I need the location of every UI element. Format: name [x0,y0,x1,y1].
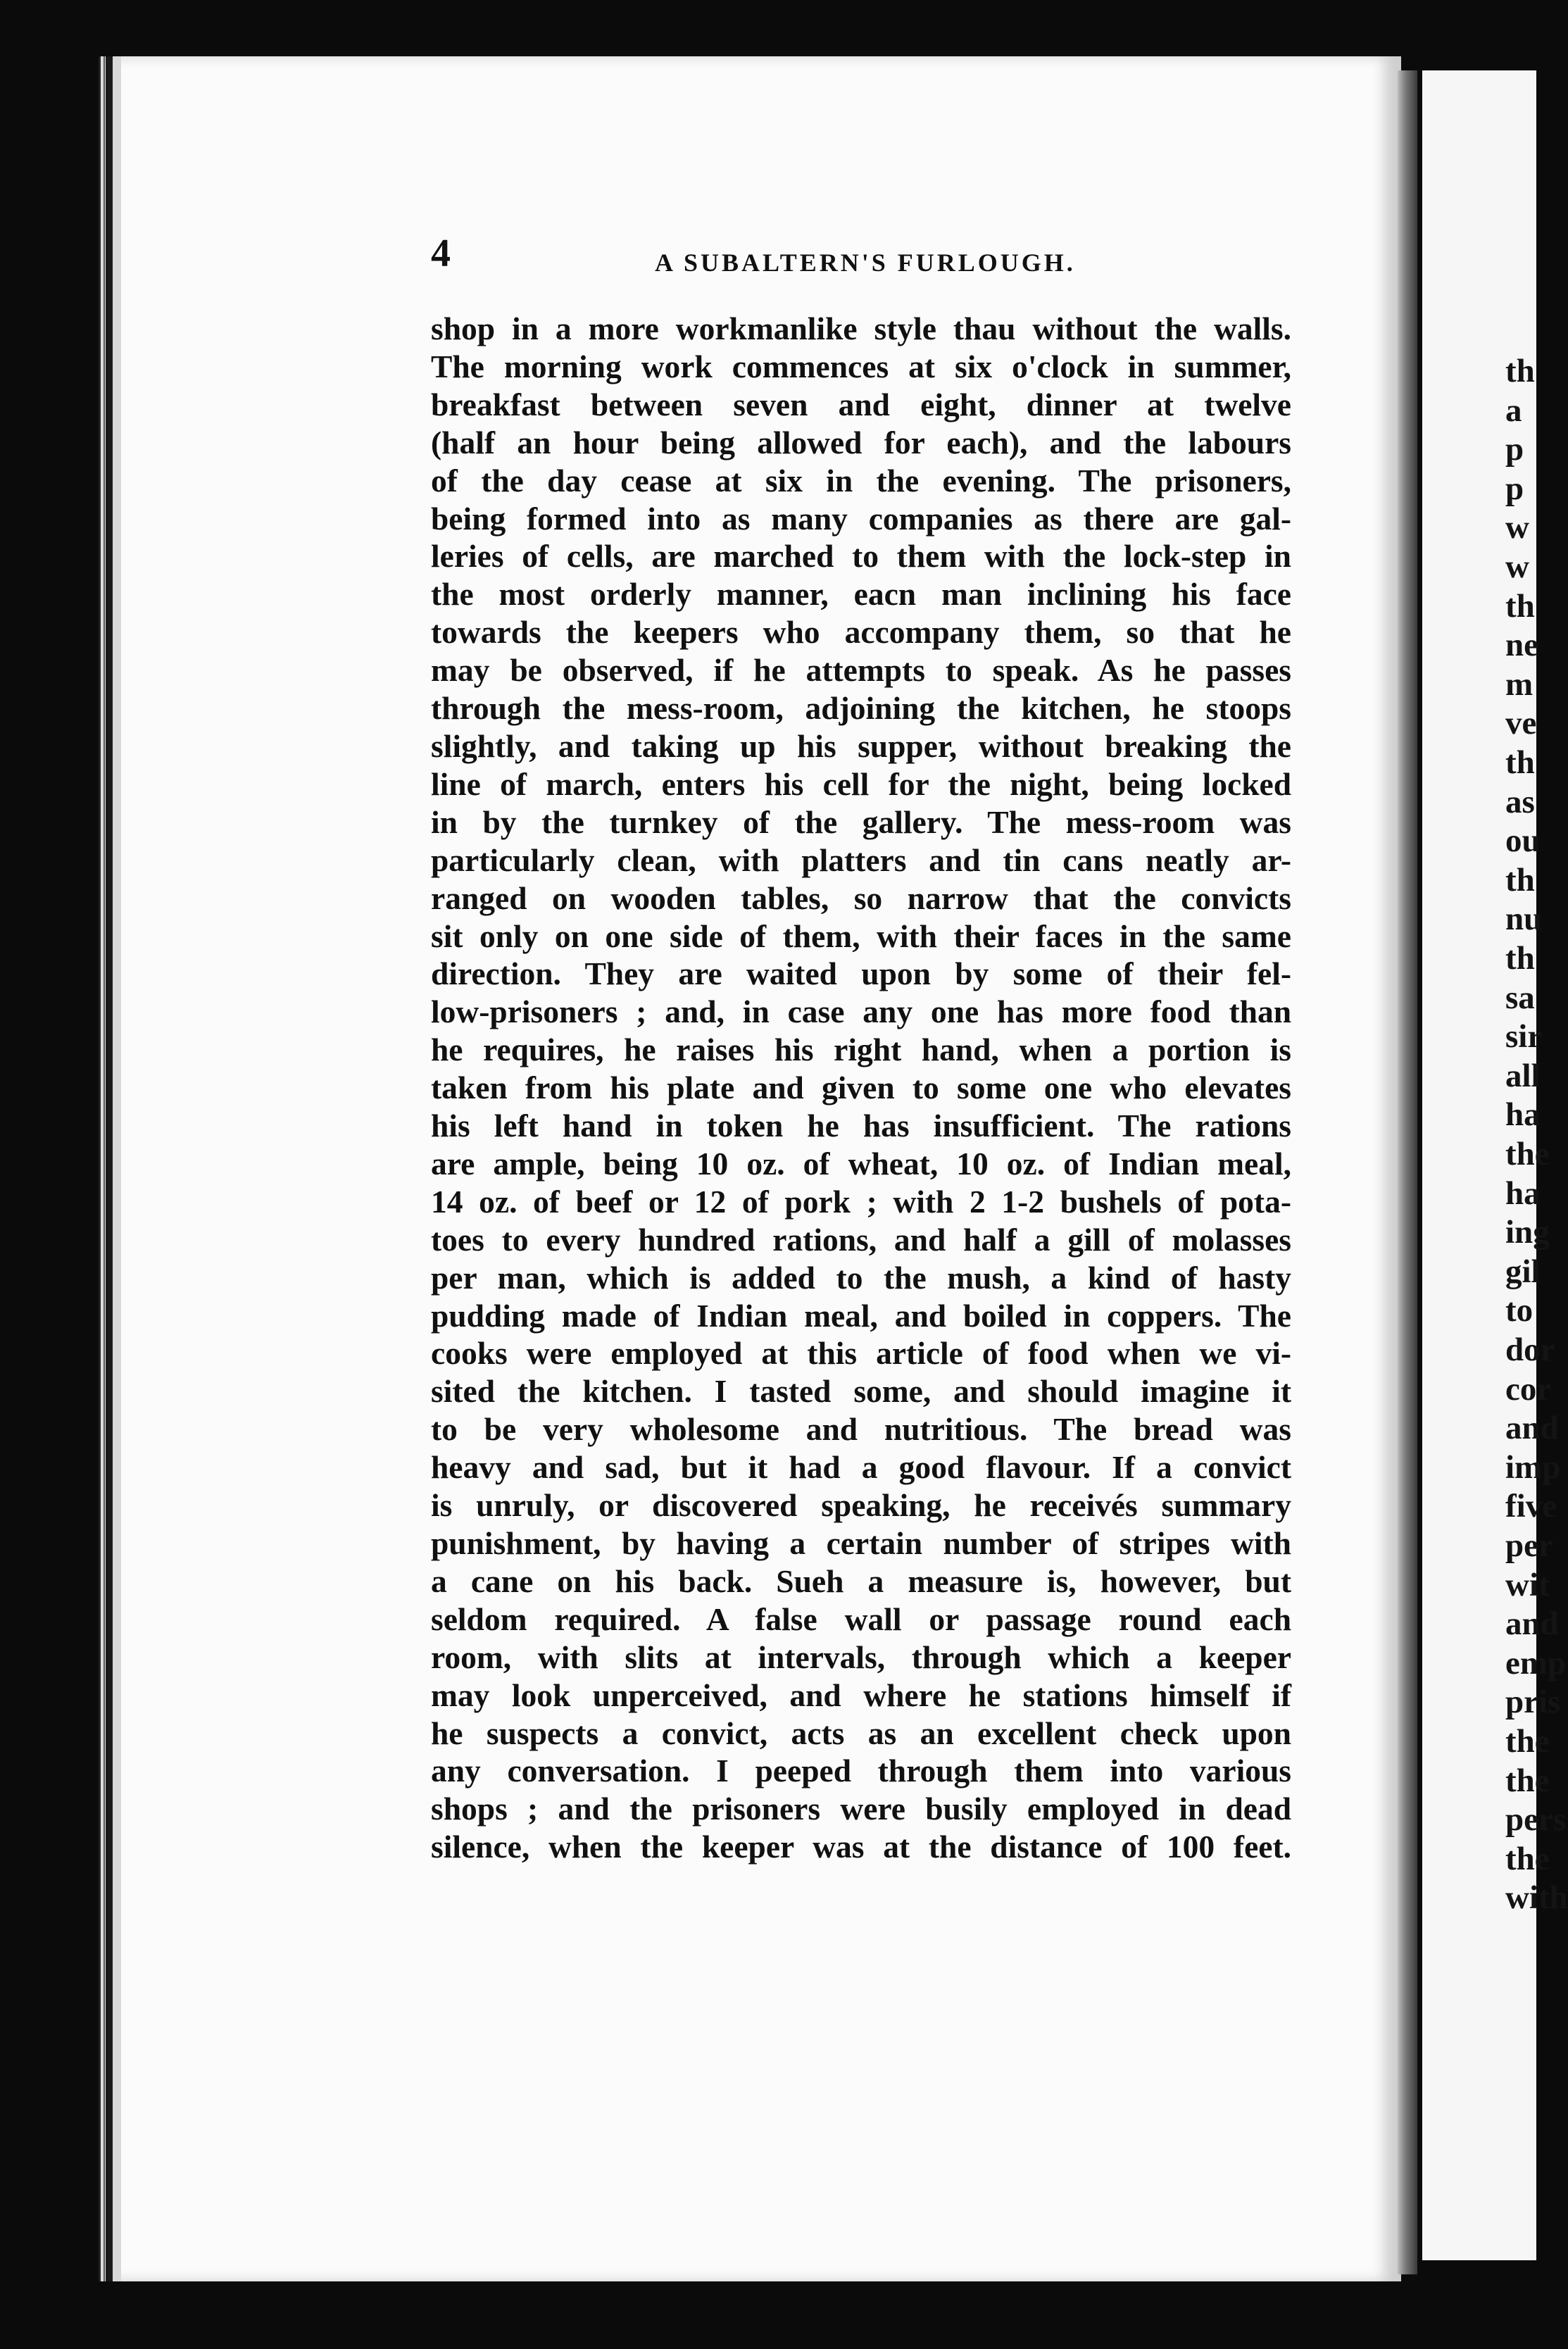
gutter-shadow [1398,70,1417,2274]
text-line: being formed into as many companies as there are gal- [431,500,1291,537]
adjacent-page-line-fragment: and [1505,1605,1559,1643]
text-line: leries of cells, are marched to them with the lock-step in [431,538,1291,575]
text-line: he requires, he raises his right hand, when a portion is [431,1032,1291,1068]
adjacent-page-line-fragment: gil [1505,1253,1541,1290]
adjacent-page-line-fragment: w [1505,549,1529,585]
text-line: cooks were employed at this article of food when we vi- [431,1335,1291,1372]
text-line: slightly, and taking up his supper, without breaking the [431,727,1291,764]
text-line: in by the turnkey of the gallery. The mess-room was [431,803,1291,840]
text-line: shops ; and the prisoners were busily employed in dead [431,1791,1291,1827]
adjacent-page-line-fragment: wit [1505,1566,1550,1603]
adjacent-page-line-fragment: the [1505,1762,1550,1799]
text-line: he suspects a convict, acts as an excellent check upon [431,1715,1291,1751]
adjacent-page-line-fragment: nu [1505,901,1543,938]
adjacent-page-line-fragment: dor [1505,1332,1555,1368]
adjacent-page-line-fragment: th [1505,587,1535,625]
adjacent-page-line-fragment: ha [1505,1096,1541,1134]
adjacent-page-line-fragment: p [1505,431,1524,468]
adjacent-page-line-fragment: th [1505,744,1535,781]
adjacent-page-fragment [1422,70,1568,2260]
text-line: through the mess-room, adjoining the kitchen, he stoops [431,690,1291,727]
running-head: A SUBALTERN'S FURLOUGH. [655,249,1076,277]
text-line: a cane on his back. Sueh a measure is, however, but [431,1562,1291,1599]
text-line: ranged on wooden tables, so narrow that the convicts [431,879,1291,916]
adjacent-page-line-fragment: pers [1505,1801,1567,1839]
text-line: The morning work commences at six o'clock in summer, [431,348,1291,384]
text-line: toes to every hundred rations, and half a gill of molasses [431,1221,1291,1258]
text-line: line of march, enters his cell for the night, being locked [431,765,1291,802]
text-line: particularly clean, with platters and tin cans neatly ar- [431,841,1291,878]
adjacent-page-line-fragment: ou [1505,822,1541,860]
adjacent-page-line-fragment: five [1505,1488,1557,1525]
adjacent-page-line-fragment: th [1505,861,1535,898]
text-line: low-prisoners ; and, in case any one has more food than [431,994,1291,1030]
text-line: are ample, being 10 oz. of wheat, 10 oz. of Indian meal, [431,1145,1291,1182]
adjacent-page-line-fragment: ing [1505,1214,1550,1251]
adjacent-page-line-fragment: imp [1505,1448,1561,1486]
adjacent-page-line-fragment: w [1505,509,1529,546]
text-line: seldom required. A false wall or passage round each [431,1601,1291,1637]
text-line: breakfast between seven and eight, dinner at twelve [431,386,1291,422]
adjacent-page-line-fragment: cor [1505,1370,1552,1408]
adjacent-page-line-fragment: as [1505,783,1535,820]
adjacent-page-line-fragment: a [1505,392,1522,429]
adjacent-page-line-fragment: ha [1505,1174,1541,1212]
adjacent-page-line-fragment: the [1505,1840,1550,1877]
text-line: per man, which is added to the mush, a kind of hasty [431,1259,1291,1296]
adjacent-page-line-fragment: m [1505,665,1533,703]
text-line: pudding made of Indian meal, and boiled in coppers. The [431,1297,1291,1334]
text-line: of the day cease at six in the evening. The prisoners, [431,462,1291,499]
adjacent-page-line-fragment: with [1505,1879,1568,1917]
page-number: 4 [431,232,451,275]
adjacent-page-line-fragment: the [1505,1723,1550,1760]
text-line: any conversation. I peeped through them into various [431,1753,1291,1789]
text-line: silence, when the keeper was at the distance of 100 feet. [431,1829,1291,1865]
text-line: room, with slits at intervals, through which a keeper [431,1639,1291,1675]
adjacent-page-line-fragment: sir [1505,1018,1543,1056]
text-line: sit only on one side of them, with their faces in the same [431,917,1291,954]
body-text [431,310,1291,1866]
text-line: his left hand in token he has insufficient. The rations [431,1108,1291,1144]
adjacent-page-line-fragment: ve [1505,705,1537,742]
adjacent-page-line-fragment: the [1505,1136,1550,1172]
text-line: taken from his plate and given to some one who elevates [431,1070,1291,1106]
adjacent-page-line-fragment: all [1505,1057,1541,1094]
text-line: shop in a more workmanlike style thau without the walls. [431,311,1291,346]
adjacent-page-line-fragment: th [1505,353,1535,389]
adjacent-page-line-fragment: sa [1505,979,1535,1016]
text-line: the most orderly manner, eacn man inclining his face [431,576,1291,613]
text-line: (half an hour being allowed for each), and the labours [431,424,1291,461]
adjacent-page-line-fragment: ne [1505,627,1538,664]
text-line: may be observed, if he attempts to speak. As he passes [431,652,1291,689]
text-line: towards the keepers who accompany them, so that he [431,614,1291,651]
text-line: may look unperceived, and where he stations himself if [431,1677,1291,1713]
adjacent-page-line-fragment: emp [1505,1644,1567,1681]
adjacent-page-line-fragment: to [1505,1292,1533,1329]
text-line: 14 oz. of beef or 12 of pork ; with 2 1-2 bushels of pota- [431,1183,1291,1220]
text-line: direction. They are waited upon by some of their fel- [431,956,1291,992]
text-line: punishment, by having a certain number of stripes with [431,1525,1291,1561]
text-line: heavy and sad, but it had a good flavour. If a convict [431,1449,1291,1486]
text-line: sited the kitchen. I tasted some, and should imagine it [431,1373,1291,1410]
text-line: to be very wholesome and nutritious. The bread was [431,1411,1291,1448]
adjacent-page-line-fragment: p [1505,470,1524,507]
text-line: is unruly, or discovered speaking, he receivés summary [431,1487,1291,1524]
adjacent-page-line-fragment: per [1505,1527,1553,1564]
adjacent-page-line-fragment: pris [1505,1684,1561,1721]
adjacent-page-line-fragment: th [1505,940,1535,977]
adjacent-page-line-fragment: and [1505,1410,1559,1447]
